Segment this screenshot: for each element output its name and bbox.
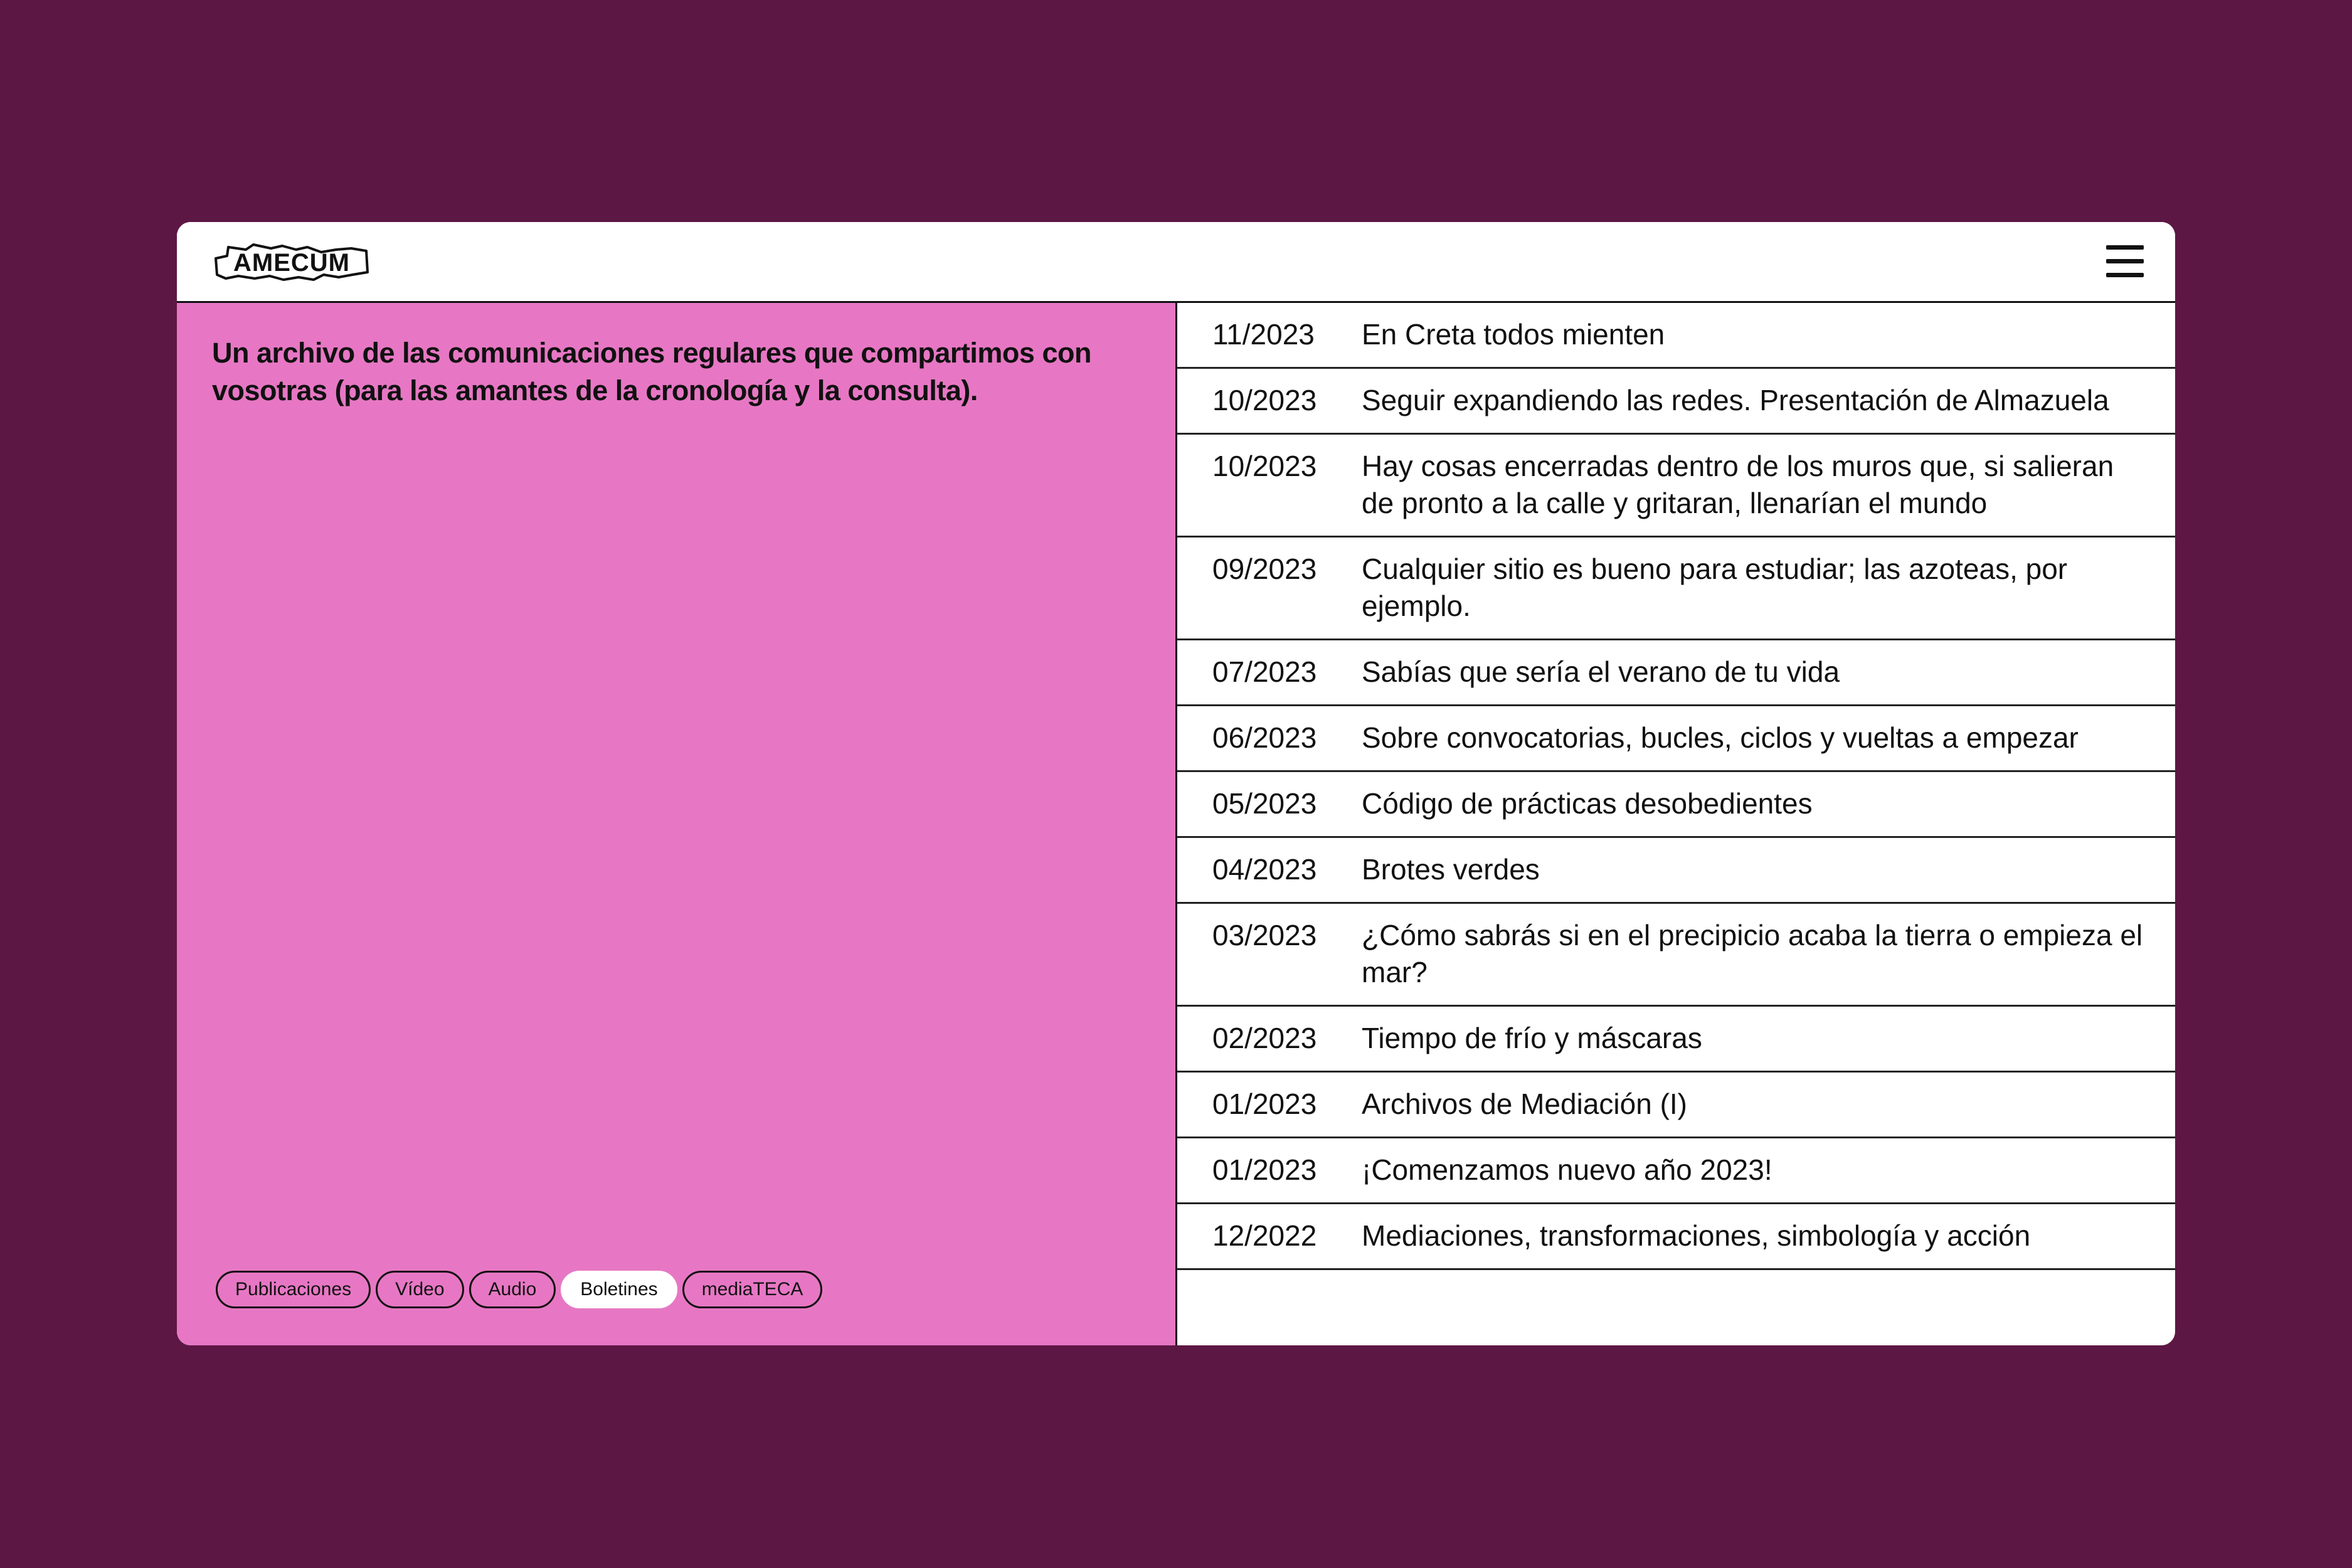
browser-window [177,222,2175,1345]
list-item[interactable] [1177,1138,2175,1204]
bulletin-title[interactable]: Tiempo de frío y máscaras [1362,1022,1702,1054]
bulletin-title[interactable]: ¿Cómo sabrás si en el precipicio acaba la tierra o empieza el mar? [1362,919,2143,988]
list-item[interactable] [1177,1204,2175,1270]
list-item[interactable] [1177,435,2175,538]
bulletin-date: 05/2023 [1212,787,1317,820]
bulletin-title[interactable]: Seguir expandiendo las redes. Presentación de Almazuela [1362,384,2109,416]
bulletin-title[interactable]: Código de prácticas desobedientes [1362,787,1813,820]
intro-text: Un archivo de las comunicaciones regulares que compartimos con vosotras (para las amantes de la cronología y la consulta). [212,337,1091,406]
bulletin-date: 06/2023 [1212,721,1317,754]
list-item[interactable] [1177,706,2175,772]
bulletin-title[interactable]: Mediaciones, transformaciones, simbología y acción [1362,1219,2031,1252]
bulletin-title[interactable]: Hay cosas encerradas dentro de los muros que, si salieran de pronto a la calle y gritaran, llenarían el mundo [1362,450,2114,519]
bulletin-title[interactable]: Brotes verdes [1362,853,1540,886]
logo-text: AMECUM [233,249,350,277]
list-item[interactable] [1177,838,2175,904]
bulletin-date: 09/2023 [1212,553,1317,585]
tab-mediateca[interactable]: mediaTECA [682,1271,823,1308]
amecum-logo[interactable] [213,240,370,285]
list-item[interactable] [1177,1007,2175,1073]
list-item[interactable] [1177,1073,2175,1138]
tab-publicaciones[interactable]: Publicaciones [216,1271,371,1308]
bulletin-title[interactable]: Sobre convocatorias, bucles, ciclos y vueltas a empezar [1362,721,2079,754]
bulletin-title[interactable]: En Creta todos mienten [1362,318,1665,351]
list-item[interactable] [1177,904,2175,1007]
tab-boletines[interactable]: Boletines [561,1271,677,1308]
list-item[interactable] [1177,369,2175,435]
bulletin-date: 07/2023 [1212,655,1317,688]
list-item[interactable] [1177,538,2175,640]
bulletin-date: 11/2023 [1212,318,1315,351]
hamburger-menu-icon[interactable] [2106,244,2144,279]
bulletin-date: 10/2023 [1212,450,1317,482]
bulletin-date: 03/2023 [1212,919,1317,951]
bulletin-date: 01/2023 [1212,1088,1317,1120]
bulletin-date: 01/2023 [1212,1153,1317,1186]
bulletin-title[interactable]: Sabías que sería el verano de tu vida [1362,655,1840,688]
bulletin-list[interactable] [1175,303,2175,1345]
list-item[interactable] [1177,772,2175,838]
bulletin-date: 10/2023 [1212,384,1317,416]
intro-panel [177,303,1175,1345]
category-tabs [216,1271,822,1308]
bulletin-date: 12/2022 [1212,1219,1317,1252]
bulletin-title[interactable]: ¡Comenzamos nuevo año 2023! [1362,1153,1772,1186]
bulletin-date: 04/2023 [1212,853,1317,886]
tab-audio[interactable]: Audio [469,1271,556,1308]
list-item[interactable] [1177,640,2175,706]
list-item[interactable] [1177,303,2175,369]
tab-video[interactable]: Vídeo [376,1271,464,1308]
top-bar [177,222,2175,303]
bulletin-title[interactable]: Cualquier sitio es bueno para estudiar; las azoteas, por ejemplo. [1362,553,2068,622]
bulletin-title[interactable]: Archivos de Mediación (I) [1362,1088,1687,1120]
bulletin-date: 02/2023 [1212,1022,1317,1054]
